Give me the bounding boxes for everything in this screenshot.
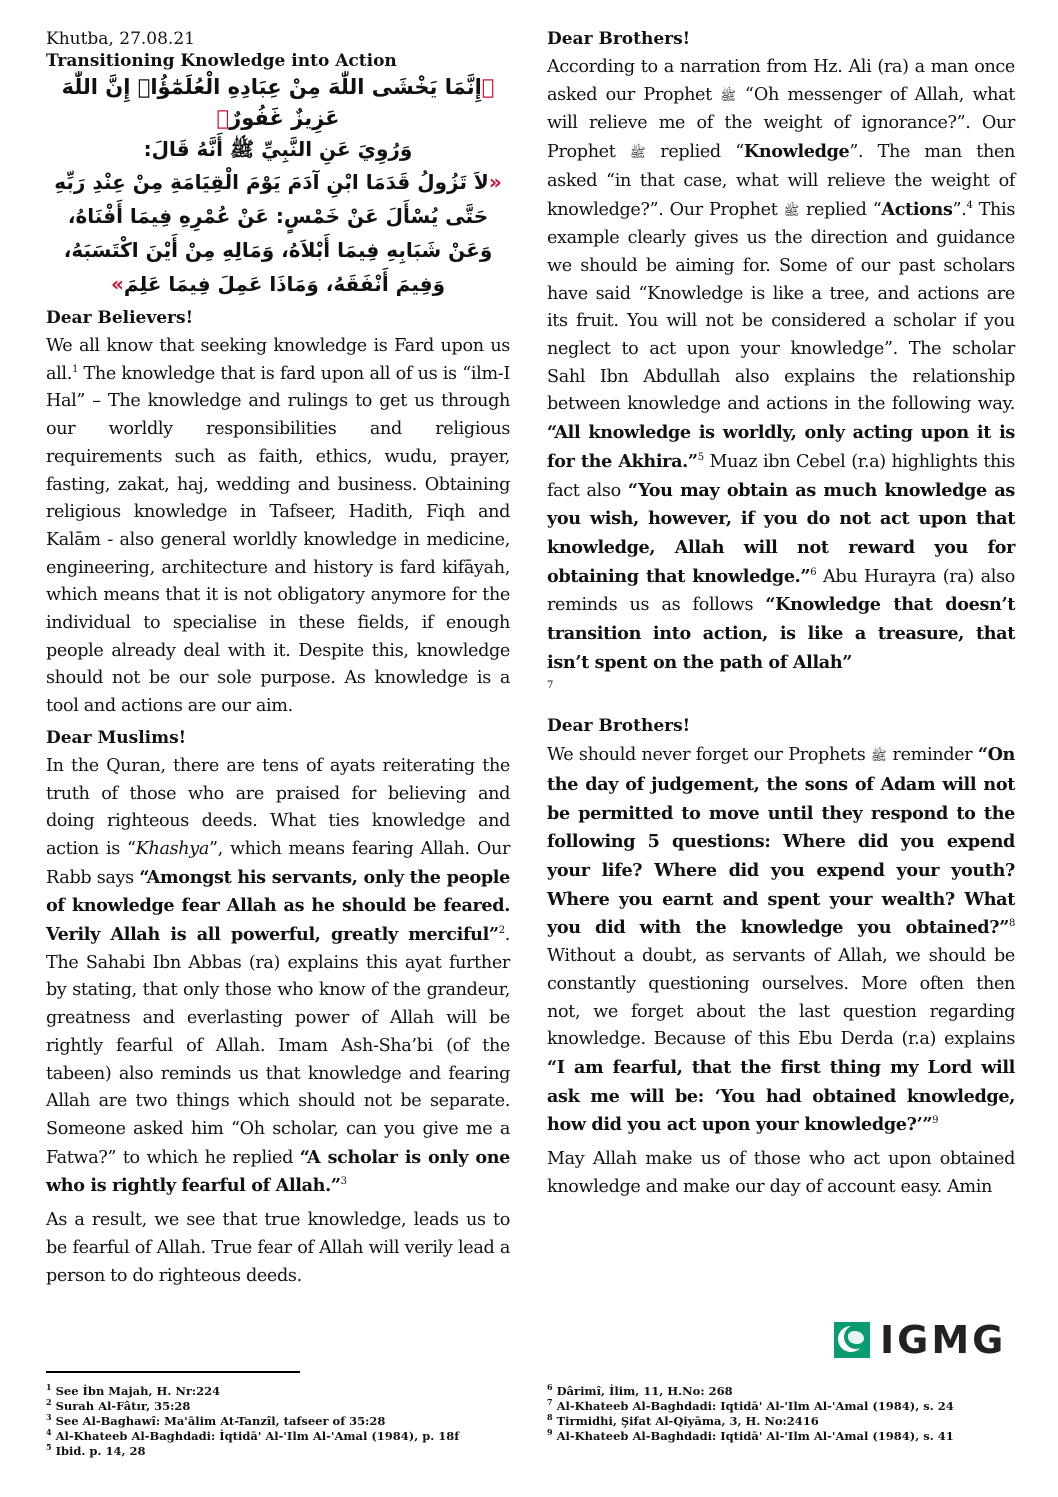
footnote-text: See Al-Baghawî: Ma'ālim At-Tanzîl, tafseer of 35:28 — [51, 1414, 386, 1428]
text-run: We should never forget our Prophets — [547, 745, 871, 766]
right-column — [547, 28, 1015, 1207]
quote-text: “You may obtain as much knowledge as you wish, however, if you do not act upon that knowledge, Allah will not reward you for obtaining that knowledge.” — [547, 479, 1015, 587]
text-run: reminder — [886, 745, 978, 766]
footnote-ref[interactable]: 5 — [697, 451, 704, 463]
footnote-number: 3 — [46, 1412, 52, 1423]
text-run: Muaz ibn Cebel (r.a) highlights this fact also — [547, 451, 1015, 501]
text-run: . The Sahabi Ibn Abbas (ra) explains this ayat further by stating, that only those who know of the grandeur, greatness and everlasting power of Allah will be rightly fearful of Allah. Imam Ash-Sha’bi (of the tabeen) also reminds us that knowledge and fearing Allah are two things which should not be separate. Someone asked him “Oh scholar, can you give me a Fatwa?” to which he replied — [46, 925, 510, 1168]
footnote-text: Surah Al-Fâtır, 35:28 — [51, 1399, 191, 1413]
igmg-logo — [834, 1318, 1010, 1362]
hadith-close-quote: » — [110, 272, 124, 296]
footnote — [46, 1384, 516, 1399]
paragraph — [46, 333, 510, 721]
footnote-ref[interactable]: 3 — [340, 1176, 347, 1188]
salawat-icon: ﷺ — [720, 88, 737, 104]
footnote — [547, 1429, 1017, 1444]
quote-text: “Knowledge that doesn’t transition into action, is like a treasure, that isn’t spent on the path of Allah” — [547, 594, 1015, 673]
footnote — [46, 1444, 516, 1459]
ayah-close-bracket: ﴾ — [216, 106, 230, 130]
text-run: Without a doubt, as servants of Allah, we should be constantly questioning ourselves. More often then not, we forget about the last question regarding knowledge. Because of this Ebu Derda (r.a) explains — [547, 946, 1015, 1050]
hadith-text — [46, 165, 510, 301]
footnote-number: 2 — [46, 1397, 52, 1408]
footnotes-right — [547, 1384, 1017, 1444]
footnote — [547, 1399, 1017, 1414]
quote-text: “On the day of judgement, the sons of Adam will not be permitted to move until they respond to the following 5 questions: Where did you expend your life? Where did you expend your youth? Where you earnt and spent your wealth? What you did with the knowledge you obtained?” — [547, 744, 1015, 939]
footnotes-left — [46, 1384, 516, 1459]
salawat-icon: ﷺ — [629, 146, 646, 162]
footnote-text: See İbn Majah, H. Nr:224 — [51, 1384, 221, 1398]
quran-ayah — [46, 72, 510, 134]
hadith-body: لاَ تَزُولُ قَدَمَا ابْنِ آدَمَ يَوْمَ الْقِيَامَةِ مِنْ عِنْدِ رَبِّهِ حَتَّى يُسْأَلَ عَنْ خَمْسٍ: عَنْ عُمْرِهِ فِيمَا أَفْنَاهُ، وَعَنْ شَبَابِهِ فِيمَا أَبْلاَهُ، وَمَالِهِ مِنْ أَيْنَ اكْتَسَبَهُ، وَفِيمَ أَنْفَقَهُ، وَمَاذَا عَمِلَ فِيمَا عَلِمَ — [54, 170, 493, 296]
crescent-europe-icon — [834, 1322, 870, 1358]
emphasis-text: Khashya — [135, 838, 209, 859]
text-run: ”. — [952, 199, 967, 220]
paragraph — [46, 753, 510, 1201]
footnote-ref[interactable]: 4 — [966, 199, 973, 211]
paragraph: May Allah make us of those who act upon obtained knowledge and make our day of account easy. Amin — [547, 1149, 1015, 1197]
logo-text: IGMG — [880, 1318, 1007, 1362]
footnote-ref[interactable]: 2 — [498, 925, 505, 937]
text-run: ”. The man then asked “in that case, what will relieve the weight of knowledge?”. Our Prophet — [547, 142, 1015, 220]
footnote-divider — [46, 1371, 300, 1373]
footnote-number: 1 — [46, 1382, 52, 1393]
footnote-ref[interactable]: 1 — [71, 363, 78, 375]
quote-text: “I am fearful, that the first thing my Lord will ask me will be: ‘You had obtained knowledge, how did you act upon your knowledge?’” — [547, 1056, 1015, 1136]
footnote-ref[interactable]: 9 — [932, 1115, 939, 1127]
footnote — [547, 1384, 1017, 1399]
footnote-ref[interactable]: 7 — [547, 680, 554, 692]
ayah-open-bracket: ﴿ — [481, 75, 495, 99]
footnote-text: Al-Khateeb Al-Baghdadi: Iqtidā' Al-'Ilm Al-'Amal (1984), s. 41 — [552, 1429, 954, 1443]
footnote-number: 8 — [547, 1412, 553, 1423]
paragraph: As a result, we see that true knowledge, leads us to be fearful of Allah. True fear of Allah will verily lead a person to do righteous deeds. — [46, 1210, 510, 1286]
footnote-ref[interactable]: 6 — [810, 566, 817, 578]
footnote-number: 5 — [46, 1442, 52, 1453]
text-run: “Oh messenger of Allah, what will relieve me of the weight of ignorance?”. Our Prophet — [547, 84, 1015, 163]
text-run: Abu Hurayra (ra) also reminds us as follows — [547, 566, 1016, 616]
text-run: replied “ — [799, 199, 882, 220]
hadith-intro: وَرُوِيَ عَنِ النَّبِيِّ ﷺ أَنَّهُ قَالَ: — [143, 137, 413, 161]
quote-text: “All knowledge is worldly, only acting upon it is for the Akhira.” — [547, 422, 1015, 472]
footnote — [46, 1399, 516, 1414]
khutba-date: Khutba, 27.08.21 — [46, 29, 195, 49]
left-column — [46, 28, 510, 1296]
salawat-icon: ﷺ — [783, 203, 800, 219]
emphasis-text: Knowledge — [743, 141, 850, 163]
footnote-text: Ibid. p. 14, 28 — [51, 1444, 146, 1458]
text-run: According to a narration from Hz. Ali (ra) a man once asked our Prophet — [547, 57, 1015, 105]
footnote-number: 9 — [547, 1427, 553, 1438]
footnote-number: 4 — [46, 1427, 52, 1438]
paragraph — [547, 54, 1015, 705]
footnote-number: 7 — [547, 1397, 553, 1408]
ayah-text: إِنَّمَا يَخْشَى اللّٰهَ مِنْ عِبَادِهِ الْعُلَمٰٓؤُاۜ إِنَّ اللّٰهَ عَزِيزٌ غَفُورٌ — [61, 75, 482, 130]
footnote-text: Al-Khateeb Al-Baghdadi: Iqtidā' Al-'Ilm Al-'Amal (1984), s. 24 — [552, 1399, 954, 1413]
emphasis-text: Actions — [881, 198, 953, 220]
hadith-open-quote: « — [488, 170, 502, 194]
footnote-text: Al-Khateeb Al-Baghdadi: İqtidā' Al-'Ilm Al-'Amal (1984), p. 18f — [51, 1429, 460, 1443]
text-run: ”, which means fearing Allah. Our Rabb says — [46, 838, 510, 888]
quote-text: “Amongst his servants, only the people of knowledge fear Allah as he should be feared. Verily Allah is all powerful, greatly merciful” — [46, 866, 510, 946]
paragraph — [547, 741, 1015, 1140]
section-heading: Dear Believers! — [46, 308, 194, 328]
section-heading: Dear Muslims! — [46, 727, 187, 748]
footnote — [46, 1429, 516, 1444]
footnote-number: 6 — [547, 1382, 553, 1393]
section-heading: Dear Brothers! — [547, 29, 691, 49]
section-heading: Dear Brothers! — [547, 716, 691, 737]
footnote-text: Tirmidhi, Şifat Al-Qiyāma, 3, H. No:2416 — [552, 1414, 819, 1428]
footnote — [46, 1414, 516, 1429]
text-run: The knowledge that is fard upon all of us is “ilm-I Hal” – The knowledge and rulings to get us through our worldly responsibilities and religious requirements such as faith, ethics, wudu, prayer, fasting, zakat, haj, wedding and business. Obtaining religious knowledge in Tafseer, Hadith, Fiqh and Kalām - also general worldly knowledge in medicine, engineering, architecture and history is fard kifāyah, which means that it is not obligatory anymore for the individual to specialise in these fields, if enough people already deal with it. Despite this, knowledge should not be our sole purpose. As knowledge is a tool and actions are our aim. — [46, 363, 510, 717]
footnote-text: Dârimî, İlim, 11, H.No: 268 — [552, 1384, 733, 1398]
footnote-ref[interactable]: 8 — [1008, 918, 1015, 930]
footnote — [547, 1414, 1017, 1429]
text-run: This example clearly gives us the direction and guidance we should be aiming for. Some of our past scholars have said “Knowledge is like a tree, and actions are its fruit. You will not be considered a scholar if you neglect to act upon your knowledge”. The scholar Sahl Ibn Abdullah also explains the relationship between knowledge and actions in the following way. — [547, 199, 1015, 415]
page-title: Transitioning Knowledge into Action — [46, 51, 397, 71]
text-run: In the Quran, there are tens of ayats reiterating the truth of those who are praised for believing and doing righteous deeds. What ties knowledge and action is “ — [46, 755, 510, 859]
salawat-icon: ﷺ — [870, 749, 887, 765]
text-run: We all know that seeking knowledge is Fard upon us all. — [46, 336, 510, 384]
quote-text: “A scholar is only one who is rightly fearful of Allah.” — [46, 1146, 510, 1197]
text-run: replied “ — [645, 142, 744, 163]
